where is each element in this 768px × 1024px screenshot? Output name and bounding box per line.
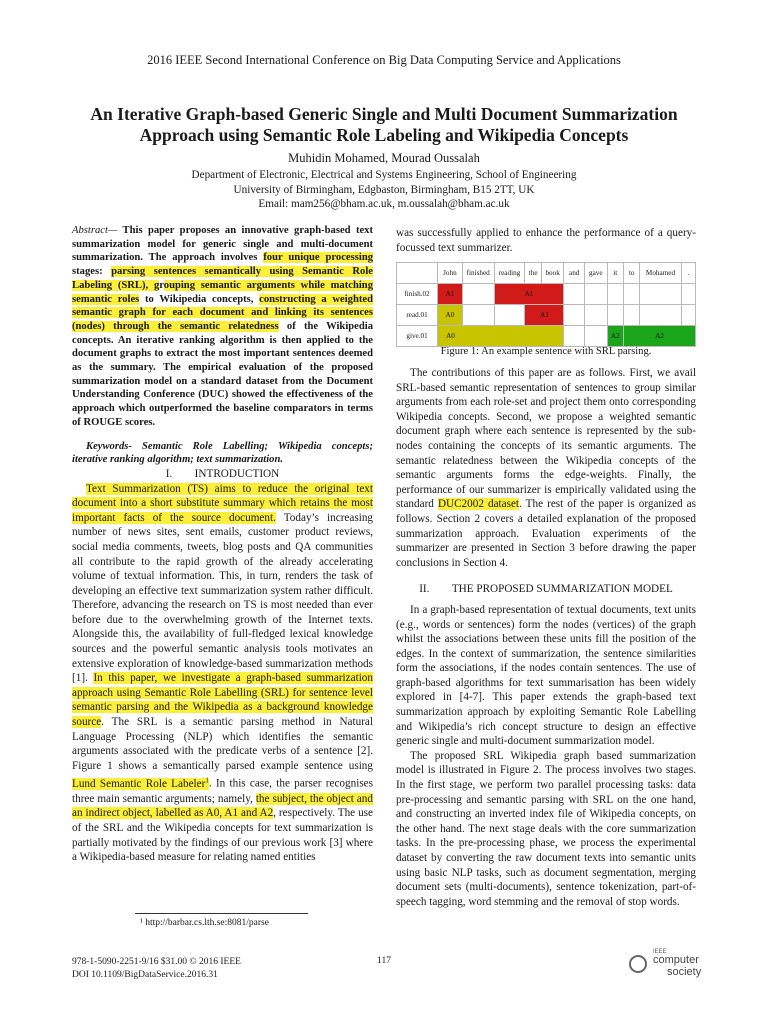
right-column-top xyxy=(396,226,696,255)
abstract-text: to Wikipedia concepts, xyxy=(139,293,260,305)
right-paragraph-continued: was successfully applied to enhance the performance of a query-focussed text summarizer. xyxy=(396,227,696,254)
srl-arg-cell: A1 xyxy=(494,284,564,305)
abstract-highlight: ouping semantic arguments while matching semantic roles xyxy=(72,279,373,305)
srl-figure xyxy=(396,262,696,346)
srl-header-cell: book xyxy=(541,263,564,284)
affiliation-email: Email: mam256@bham.ac.uk, m.oussalah@bham.ac.uk xyxy=(258,198,510,210)
logo-text: IEEE xyxy=(653,949,667,955)
srl-header-cell: finished xyxy=(462,263,494,284)
logo-text: society xyxy=(667,966,702,978)
right-column-body xyxy=(396,366,696,909)
paper-title xyxy=(40,104,728,146)
abstract-label: Abstract— xyxy=(72,225,118,236)
model-paragraph: In a graph-based representation of textual documents, text units (e.g., words or sentences) form the nodes (vertices) of the graph whilst the associations between these units fill the position of the edges. In the context of summarization, the sentence similarities form the associations, if the nodes contain sentences. The use of graph-based algorithms for text summarisation has been widely explored in [4-7]. This paper extends the graph-based text summarization approach by exploiting Semantic Role Labelling and Wikipedia’s rich concept structure to design an effective generic single and multi-document summarization model. xyxy=(396,603,696,748)
affiliation-line2: University of Birmingham, Edgbaston, Birmingham, B15 2TT, UK xyxy=(233,183,535,196)
footnote-mark: 1 xyxy=(205,776,209,785)
abstract-highlight: four unique processing xyxy=(263,252,374,264)
intro-text: , respectively. The use of the SRL and the Wikipedia concepts for text summarization is partially motivated by the findings of our previous work [3] where a Wikipedia-based measure for relating named entities xyxy=(72,807,373,864)
logo-text: computer xyxy=(653,954,699,966)
paper-authors: Muhidin Mohamed, Mourad Oussalah xyxy=(288,151,480,165)
paragraph-text: The contributions of this paper are as follows. First, we avail SRL-based semantic representation of sentences to group similar arguments from each role-set and project them onto corresponding Wikipedia concepts. Second, we propose a weighted semantic document graph where each sentence is represented by the sub-nodes containing the concepts of its semantic arguments. The semantic relatedness between the Wikipedia concepts of the semantic arguments forms the edge-weights. Finally, the performance of our summarizer is empirically validated using the standard xyxy=(396,367,696,511)
srl-row-finish xyxy=(397,284,696,305)
intro-highlight: In this paper, we investigate a graph-based summarization approach using Semantic Role Labelling (SRL) for sentence level semantic parsing and the Wikipedia as a background knowledge source xyxy=(72,672,373,729)
keywords: Keywords- Semantic Role Labelling; Wikipedia concepts; iterative ranking algorithm; text summarization. xyxy=(72,440,373,466)
abstract-highlight: constructing a weighted semantic graph for each document and linking its sentences (nodes) through the semantic relatedness xyxy=(72,293,373,332)
intro-text: . The SRL is a semantic parsing method in Natural Language Processing (NLP) which identifies the semantic arguments associated with the predicate verbs of a sentence [2]. Figure 1 shows a semantically parsed example sentence using xyxy=(72,716,373,772)
footnote-rule xyxy=(135,913,308,914)
contributions-paragraph xyxy=(396,366,696,570)
intro-highlight xyxy=(72,778,209,790)
srl-row-label: finish.02 xyxy=(397,284,438,305)
intro-text: . In this case, the parser recognises three main semantic arguments; namely, xyxy=(72,778,373,805)
srl-row-give xyxy=(397,326,696,347)
intro-highlight: the subject, the object and an indirect object, labelled as A0, A1 and A2 xyxy=(72,792,373,820)
srl-header-cell: gave xyxy=(584,263,607,284)
srl-arg-cell: A1 xyxy=(525,305,564,326)
srl-row-label: give.01 xyxy=(397,326,438,347)
intro-highlight-text: Lund Semantic Role Labeler xyxy=(72,778,206,791)
affiliation-line1: Department of Electronic, Electrical and Systems Engineering, School of Engineering xyxy=(191,169,577,181)
section-heading-introduction: I. INTRODUCTION xyxy=(165,467,280,480)
intro-text: Today’s increasing number of news sites, sent emails, customer product reviews, social media comments, tweets, blog posts and QA communities all contribute to the rapid growth of the already accelerating volume of textual information. This, in turn, renders the task of developing an effective text summarization system rather difficult. Therefore, advancing the research on TS is most needed than ever before due to the overwhelming growth of the Internet texts. Alongside this, the availability of full-fledged lexical knowledge sources and the powerful semantic analysis tools motivates an extensive exploration of knowledge-based summarization methods [1]. xyxy=(72,511,374,685)
srl-header-cell: it xyxy=(607,263,623,284)
abstract-text: of the Wikipedia concepts. An iterative ranking algorithm is then applied to the document graphs to extract the most important sentences deemed as the summary. The empirical evaluation of the proposed summarization model on a standard dataset from the Document Understanding Conference (DUC) showed the effectiveness of the approach which outperformed the baseline comparators in terms of ROUGE scores. xyxy=(72,320,373,428)
srl-arg-cell: A2 xyxy=(607,326,623,347)
footer-doi: DOI 10.1109/BigDataService.2016.31 xyxy=(72,970,218,980)
paragraph-text: . The rest of the paper is organized as follows. Section 2 covers a detailed explanation of the proposed summarization approach. Evaluation experiments of the summarizer are presented in Section 3 before drawing the paper conclusions in Section 4. xyxy=(396,498,696,569)
srl-row-label: read.01 xyxy=(397,305,438,326)
intro-highlight: Text Summarization (TS) aims to reduce the original text document into a short substitute summary which retains the most important facts of the source document. xyxy=(72,482,373,524)
srl-arg-cell: A0 xyxy=(438,326,564,347)
conference-header: 2016 IEEE Second International Conference on Big Data Computing Service and Applications xyxy=(147,53,621,67)
abstract-highlight: parsing sentences semantically using Semantic Role Labeling (SRL), g xyxy=(72,266,373,291)
srl-header-cell: to xyxy=(624,263,640,284)
section-heading-model: II. THE PROPOSED SUMMARIZATION MODEL xyxy=(419,583,673,596)
intro-paragraph xyxy=(72,482,373,865)
paper-title-line1: An Iterative Graph-based Generic Single and Multi Document Summarization xyxy=(90,104,678,124)
figure-caption: Figure 1: An example sentence with SRL parsing. xyxy=(440,346,652,357)
left-column xyxy=(72,224,373,865)
srl-row-read xyxy=(397,305,696,326)
srl-table xyxy=(396,262,696,347)
paper-affiliation xyxy=(0,168,768,212)
paper-title-line2: Approach using Semantic Role Labeling and Wikipedia Concepts xyxy=(139,125,629,145)
globe-icon xyxy=(629,955,647,973)
srl-header-cell: and xyxy=(564,263,585,284)
page-number: 117 xyxy=(377,956,391,966)
srl-header-cell: . xyxy=(681,263,695,284)
srl-header-cell: reading xyxy=(494,263,525,284)
srl-header-cell xyxy=(397,263,438,284)
srl-header-row xyxy=(397,263,696,284)
abstract-text: This paper proposes an innovative graph-based text summarization model for generic single and multi-document summarization. The approach involves xyxy=(72,225,373,264)
model-paragraph: The proposed SRL Wikipedia graph based summarization model is illustrated in Figure 2. The process involves two stages. In the first stage, we perform two parallel processing tasks: data pre-processing and semantic parsing with SRL on the one hand, and constructing an inverted index file of Wikipedia concepts, on the other hand. The next stage deals with the core summarization tasks. In the pre-processing phase, we process the experimental dataset by converting the raw document texts into semantic units using basic NLP tasks, such as document segmentation, merging document sets (multi-documents), sentence tokenization, part-of-speech tagging, word stemming and the removal of stop words. xyxy=(396,749,696,908)
footer-publication-info xyxy=(72,956,241,982)
abstract-text: r xyxy=(159,279,164,291)
dataset-highlight: DUC2002 dataset xyxy=(437,498,520,511)
srl-arg-cell: A2 xyxy=(624,326,696,347)
ieee-computer-society-logo xyxy=(627,949,702,979)
srl-arg-cell: A1 xyxy=(438,284,463,305)
footnote: ¹ http://barbar.cs.lth.se:8081/parse xyxy=(140,918,269,928)
srl-arg-cell: A0 xyxy=(438,305,463,326)
srl-header-cell: the xyxy=(525,263,541,284)
abstract xyxy=(72,224,373,430)
srl-header-cell: Mohamed xyxy=(640,263,681,284)
abstract-text: stages: xyxy=(72,266,112,278)
footer-isbn: 978-1-5090-2251-9/16 $31.00 © 2016 IEEE xyxy=(72,957,241,967)
srl-header-cell: John xyxy=(438,263,463,284)
